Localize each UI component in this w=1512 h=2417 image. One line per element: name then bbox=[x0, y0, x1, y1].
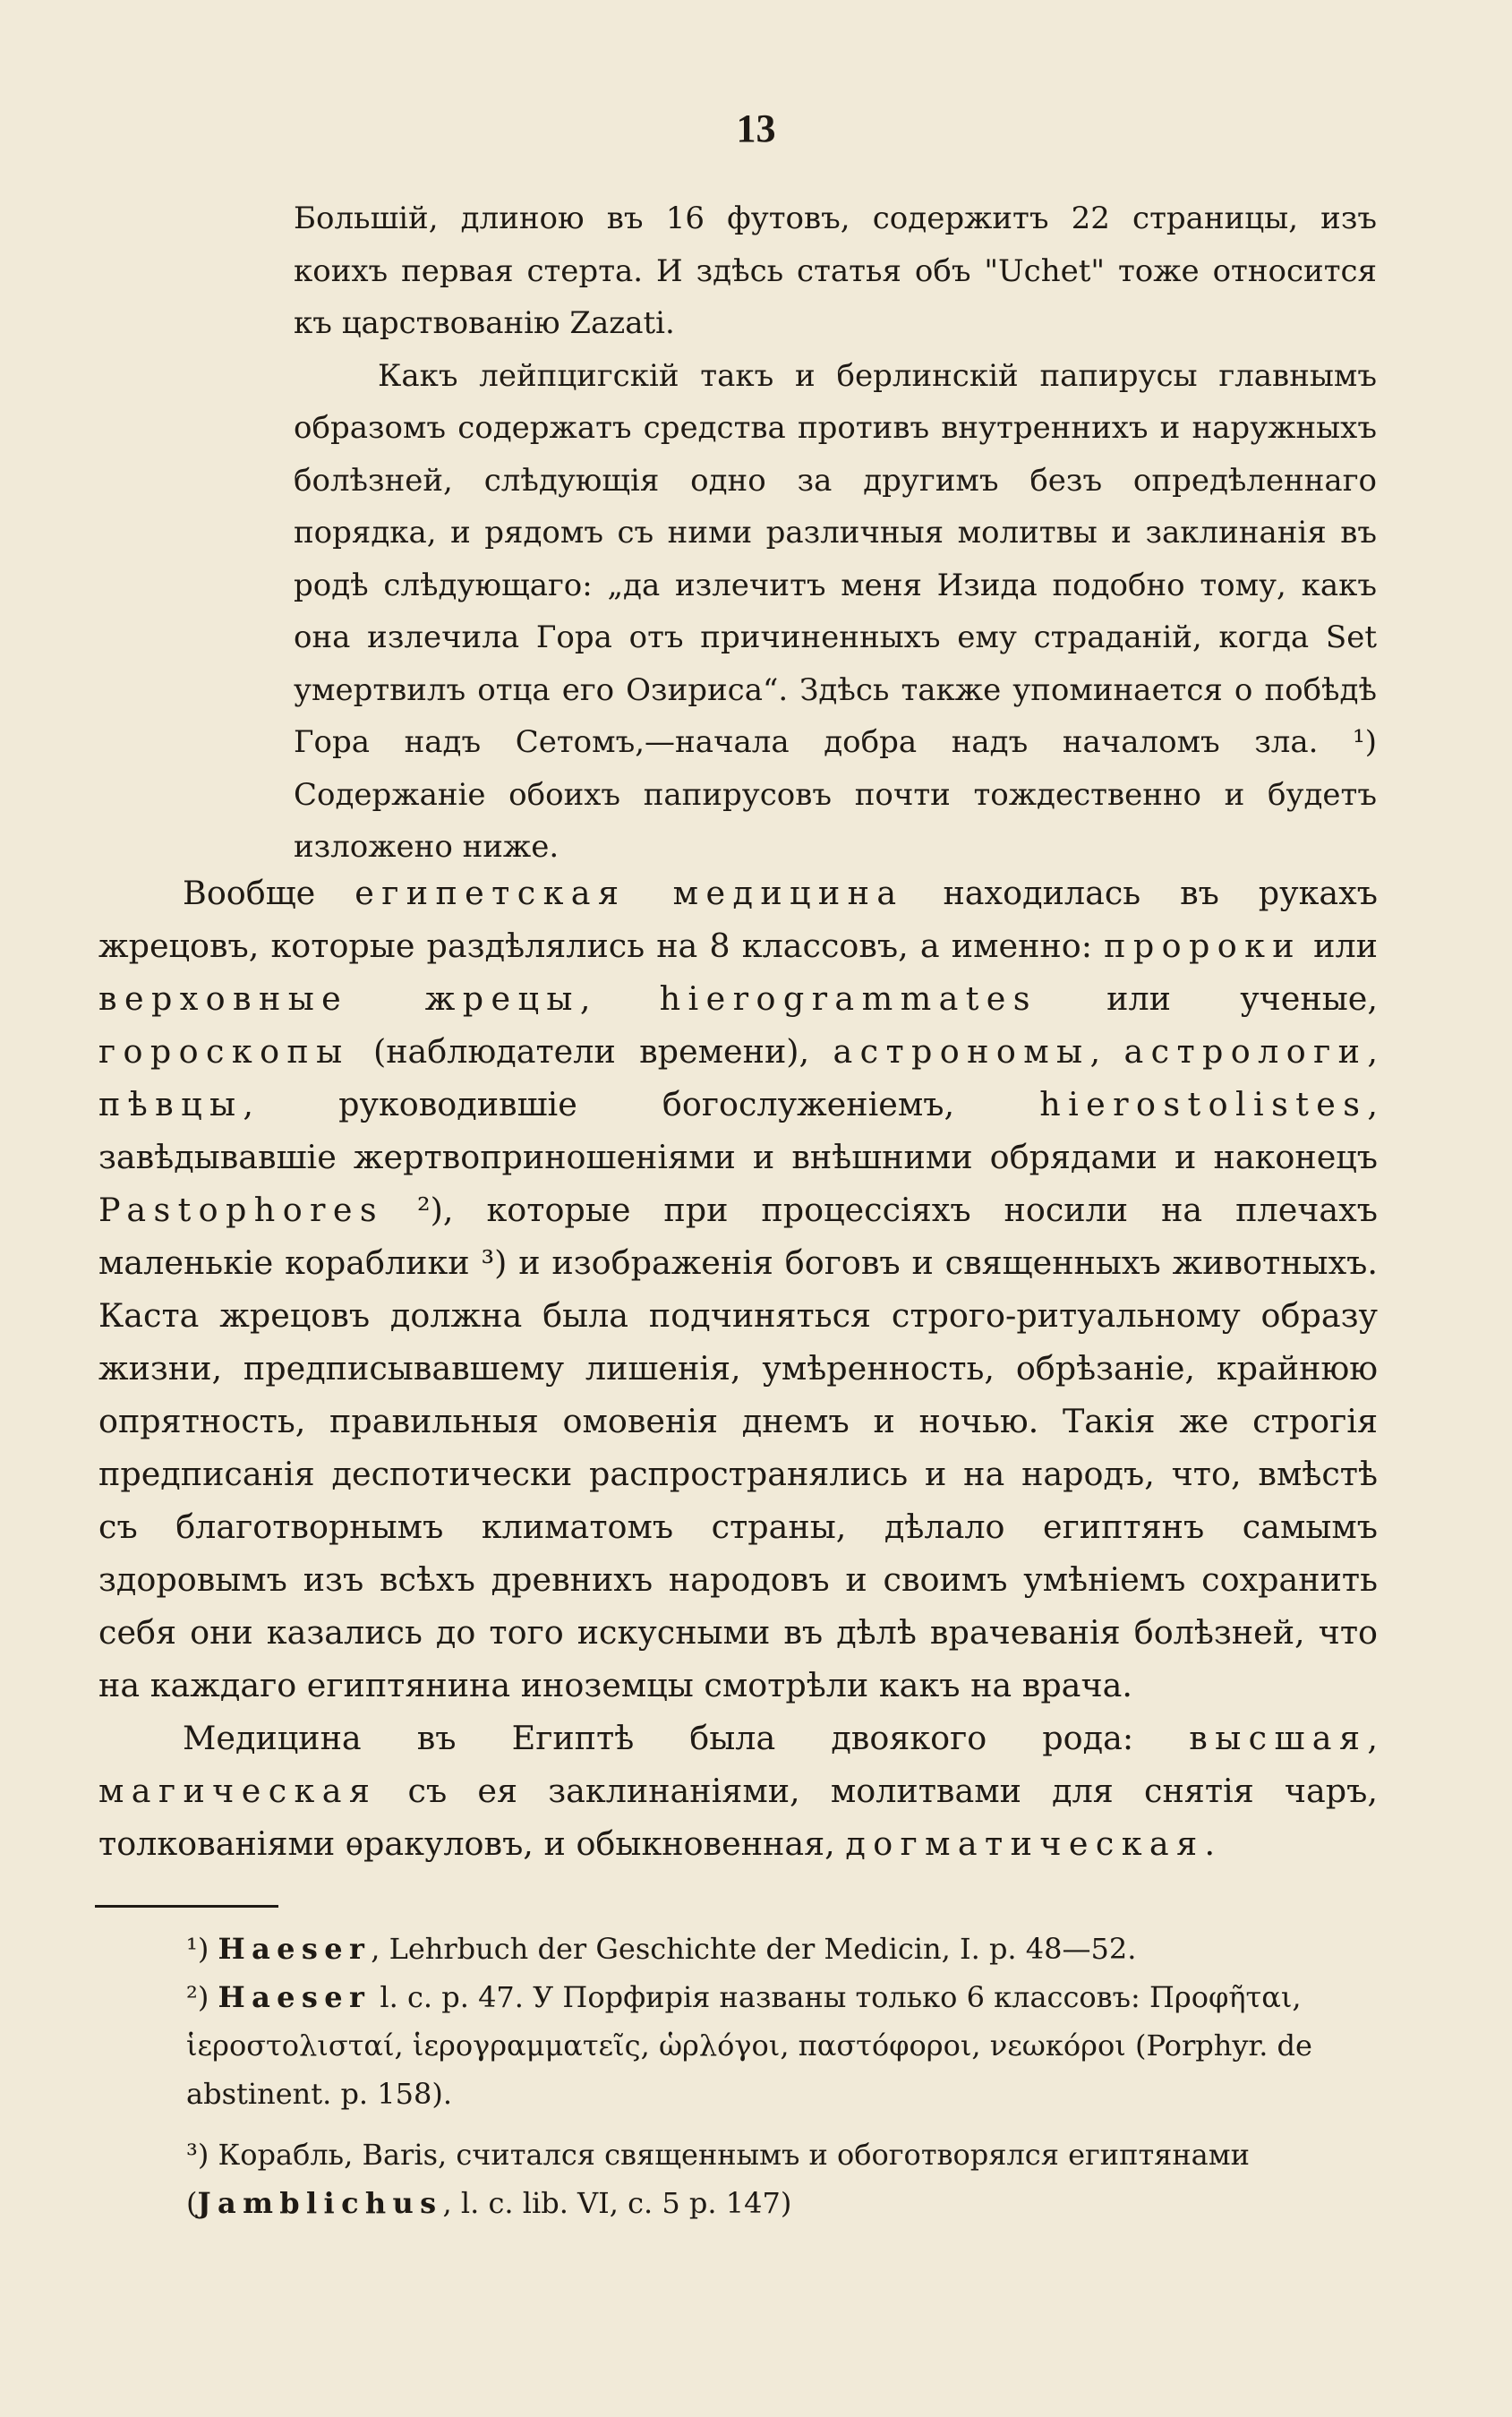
paragraph: Какъ лейпцигскій такъ и берлинскій папирусы главнымъ образомъ содержатъ средства противъ внутреннихъ и наружныхъ болѣзней, слѣдующія одно за другимъ безъ опредѣленнаго порядка, и рядомъ съ ними различныя молитвы и заклинанія въ родѣ слѣдующаго: „да излечитъ меня Изида подобно тому, какъ она излечила Гора отъ причиненныхъ ему страданій, когда Set умертвилъ отца его Озириса“. Здѣсь также упоминается о побѣдѣ Гора надъ Сетомъ,—начала добра надъ началомъ зла. ¹) Содержаніе обоихъ папирусовъ почти тождественно и будетъ изложено ниже. bbox=[294, 357, 1377, 865]
spaced-term: магическая bbox=[98, 1772, 378, 1810]
spaced-term: пророки bbox=[1104, 927, 1303, 965]
main-text bbox=[98, 867, 1378, 1870]
footnote-author: Haeser bbox=[218, 1932, 372, 1966]
footnote-marker: ¹) bbox=[186, 1932, 209, 1966]
spaced-term: высшая bbox=[1189, 1719, 1368, 1757]
text-run: или bbox=[1302, 927, 1378, 965]
indented-block bbox=[294, 192, 1377, 874]
footnote-3 bbox=[186, 2131, 1377, 2227]
spaced-term: гороскопы bbox=[98, 1032, 350, 1071]
spaced-term: астрономы bbox=[833, 1032, 1090, 1071]
text-run: Медицина въ Египтѣ была двоякого рода: bbox=[183, 1719, 1190, 1757]
spaced-term: догматическая bbox=[845, 1824, 1205, 1863]
spaced-term: Pastophores bbox=[98, 1191, 385, 1229]
footnote-text: , Lehrbuch der Geschichte der Medicin, I. p. 48—52. bbox=[371, 1932, 1137, 1966]
text-run: , bbox=[1367, 1719, 1378, 1757]
text-run: ²), которые при процессіяхъ носили на плечахъ маленькіе кораблики ³) и изображенія боговъ и священныхъ животныхъ. Каста жрецовъ должна была подчиняться строго-ритуальному образу жизни, предписывавшему лишенія, умѣренность, обрѣзаніе, крайнюю опрятность, правильныя омовенія днемъ и ночью. Такія же строгія предписанія деспотически распространялись и на народъ, что, вмѣстѣ съ благотворнымъ климатомъ страны, дѣлало египтянъ самымъ здоровымъ изъ всѣхъ древнихъ народовъ и своимъ умѣніемъ сохранить себя они казались до того искусными въ дѣлѣ врачеванія болѣзней, что на каждаго египтянина иноземцы смотрѣли какъ на врача. bbox=[98, 1191, 1378, 1704]
text-run: , bbox=[1367, 1032, 1378, 1071]
footnote-2 bbox=[186, 1973, 1377, 2118]
spaced-term: верховные жрецы bbox=[98, 979, 580, 1018]
footnote-marker: ²) bbox=[186, 1980, 209, 2014]
spaced-term: пѣвцы bbox=[98, 1085, 243, 1123]
footnote-text: Корабль, Baris, считался священнымъ и обоготворялся египтянами ( bbox=[186, 2138, 1250, 2220]
page-number: 13 bbox=[736, 107, 776, 150]
footnotes bbox=[186, 1925, 1377, 2227]
text-run: , bbox=[1089, 1032, 1124, 1071]
text-run: или ученые, bbox=[1037, 979, 1378, 1018]
footnote-marker: ³) bbox=[186, 2138, 209, 2172]
footnote-author: Jamblichus bbox=[197, 2186, 443, 2220]
text-run: находилась въ рукахъ жрецовъ, которые раздѣлялись на 8 классовъ, а именно: bbox=[98, 874, 1378, 965]
text-run: . bbox=[1204, 1824, 1216, 1863]
paragraph bbox=[98, 1712, 1378, 1870]
footnote-text: l. c. p. 47. У Порфирія названы только 6 классовъ: Προφῆται, ἱεροστολισταί, ἱερογραμματεῖς, ὡρλόγοι, παστόφοροι, νεωκόροι (Porphyr. de abstinent. p. 158). bbox=[186, 1980, 1312, 2111]
paragraph bbox=[98, 867, 1378, 1712]
text-run: (наблюдатели времени), bbox=[349, 1032, 833, 1071]
text-run: Вообще bbox=[183, 874, 355, 912]
text-run: , bbox=[579, 979, 660, 1018]
spaced-term: египетская медицина bbox=[355, 874, 904, 912]
text-run: , завѣдывавшіе жертвоприношеніями и внѣшними обрядами и наконецъ bbox=[98, 1085, 1378, 1176]
footnote-1 bbox=[186, 1925, 1377, 1973]
spaced-term: hierostolistes bbox=[1039, 1085, 1368, 1123]
paragraph: Большій, длиною въ 16 футовъ, содержитъ 22 страницы, изъ коихъ первая стерта. И здѣсь статья объ "Uchet" тоже относится къ царствованію Zazati. bbox=[294, 201, 1377, 341]
footnote-text: , l. c. lib. VI, c. 5 p. 147) bbox=[442, 2186, 792, 2220]
spaced-term: астрологи bbox=[1123, 1032, 1368, 1071]
text-run: съ ея заклинаніями, молитвами для снятія чаръ, толкованіями ѳракуловъ, и обыкновенная, bbox=[98, 1772, 1378, 1863]
footnote-author: Haeser bbox=[218, 1980, 372, 2014]
spaced-term: hierogrammates bbox=[659, 979, 1038, 1018]
text-run: , руководившіе богослуженіемъ, bbox=[243, 1085, 1040, 1123]
footnote-divider bbox=[95, 1905, 278, 1908]
